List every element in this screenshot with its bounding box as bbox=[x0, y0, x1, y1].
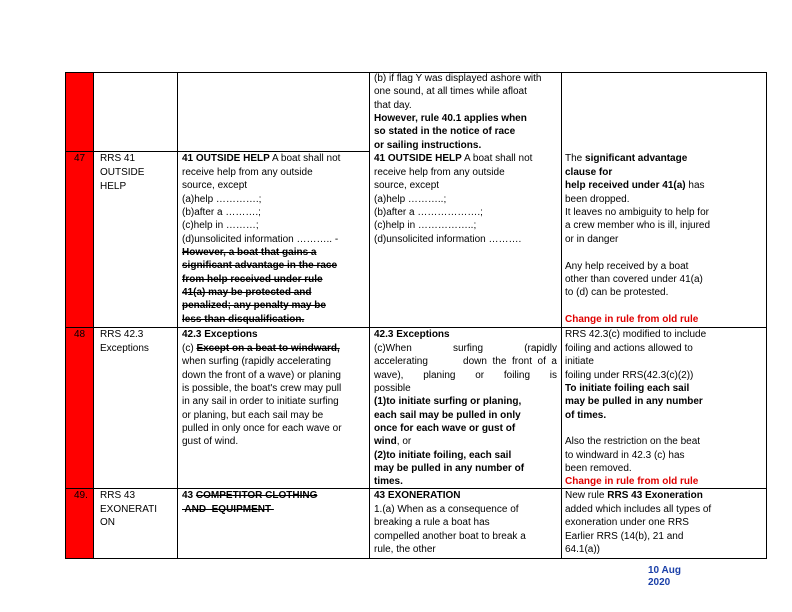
bold-rule-text: wind bbox=[374, 436, 397, 447]
change-bold-line: To initiate foiling each sail bbox=[565, 383, 690, 394]
rule-heading: 42.3 Exceptions bbox=[374, 329, 450, 340]
bold-rule-line: so stated in the notice of race bbox=[374, 126, 516, 137]
word: or bbox=[475, 370, 485, 381]
change-line: 64.1(a)) bbox=[565, 544, 601, 555]
change-line bbox=[565, 489, 703, 502]
rule-heading-line bbox=[182, 489, 317, 502]
justified-rule-line bbox=[374, 369, 557, 382]
column-border bbox=[93, 72, 94, 559]
struck-rule-text: Except on a beat to windward, bbox=[196, 343, 340, 354]
rule-line: receive help from any outside bbox=[374, 167, 505, 178]
change-red-heading: Change in rule from old rule bbox=[565, 476, 699, 487]
change-line: to (d) can be protested. bbox=[565, 287, 669, 298]
change-line: been dropped. bbox=[565, 194, 630, 205]
rule-line: receive help from any outside bbox=[182, 167, 313, 178]
word: is bbox=[549, 370, 557, 381]
rule-heading: 41 OUTSIDE HELP bbox=[182, 153, 270, 164]
justified-rule-line bbox=[374, 355, 557, 368]
rule-line: compelled another boat to break a bbox=[374, 531, 526, 542]
justified-rule-line bbox=[374, 342, 557, 355]
rrs-line: ON bbox=[100, 517, 115, 528]
rule-heading: 42.3 Exceptions bbox=[182, 329, 258, 340]
word: (c)When bbox=[374, 343, 412, 354]
change-red-heading: Change in rule from old rule bbox=[565, 314, 699, 325]
change-line: foiling under RRS(42.3(c)(2)) bbox=[565, 370, 694, 381]
rule-line: in any sail in order to initiate surfing bbox=[182, 396, 339, 407]
change-line: exoneration under one RRS bbox=[565, 517, 689, 528]
struck-rule-line: less than disqualification. bbox=[182, 314, 305, 325]
rule-line: (c)help in ………; bbox=[182, 220, 259, 231]
rule-line: pulled in only once for each wave or bbox=[182, 423, 342, 434]
column-border bbox=[177, 72, 178, 559]
struck-rule-heading: COMPETITOR CLOTHING bbox=[195, 490, 318, 501]
bold-rule-line: may be pulled in any number of bbox=[374, 463, 525, 474]
rrs-line: RRS 42.3 bbox=[100, 329, 144, 340]
word: surfing bbox=[452, 343, 483, 354]
rule-line: or planing, but each sail may be bbox=[182, 410, 324, 421]
change-line: Also the restriction on the beat bbox=[565, 436, 701, 447]
change-line: a crew member who is ill, injured bbox=[565, 220, 711, 231]
change-line: initiate bbox=[565, 356, 594, 367]
rule-text: A boat shall not bbox=[269, 153, 341, 164]
rule-line: source, except bbox=[374, 180, 440, 191]
word: accelerating bbox=[374, 356, 428, 367]
word: planing bbox=[423, 370, 456, 381]
column-border bbox=[65, 72, 66, 559]
rrs-line: Exceptions bbox=[100, 343, 149, 354]
change-bold-line: clause for bbox=[565, 167, 613, 178]
change-bold-line: of times. bbox=[565, 410, 607, 421]
change-bold-text: significant advantage bbox=[585, 153, 688, 164]
rule-line: (a)help ………..; bbox=[374, 194, 447, 205]
change-line: been removed. bbox=[565, 463, 632, 474]
change-text: New rule bbox=[565, 490, 608, 501]
rule-line: when surfing (rapidly accelerating bbox=[182, 356, 331, 367]
rule-line: (a)help ………….; bbox=[182, 194, 262, 205]
change-line: RRS 42.3(c) modified to include bbox=[565, 329, 707, 340]
change-text: has bbox=[685, 180, 705, 191]
rule-line: possible bbox=[374, 383, 411, 394]
row-number: 47 bbox=[74, 153, 86, 164]
change-line bbox=[565, 179, 705, 192]
struck-rule-line: significant advantage in the race bbox=[182, 260, 338, 271]
change-line: It leaves no ambiguity to help for bbox=[565, 207, 709, 218]
change-bold-text: help received under 41(a) bbox=[565, 180, 686, 191]
change-text: The bbox=[565, 153, 586, 164]
struck-rule-line: penalized; any penalty may be bbox=[182, 300, 326, 311]
word: (rapidly bbox=[524, 343, 557, 354]
rule-line: (b) if flag Y was displayed ashore with bbox=[374, 73, 542, 84]
rule-text: , or bbox=[396, 436, 412, 447]
column-border bbox=[561, 72, 562, 559]
word: down the front of a bbox=[463, 356, 557, 367]
rrs-line: EXONERATI bbox=[100, 504, 158, 515]
rule-heading: 41 OUTSIDE HELP bbox=[374, 153, 462, 164]
bold-rule-line: However, rule 40.1 applies when bbox=[374, 113, 527, 124]
bold-rule-line: (2)to initiate foiling, each sail bbox=[374, 450, 512, 461]
change-line: Earlier RRS (14(b), 21 and bbox=[565, 531, 684, 542]
footer-date: 2020 bbox=[648, 577, 671, 588]
change-line: foiling and actions allowed to bbox=[565, 343, 693, 354]
change-line: or in danger bbox=[565, 234, 619, 245]
rule-line: gust of wind. bbox=[182, 436, 239, 447]
column-border bbox=[766, 72, 767, 559]
rule-line: (b)after a ……….; bbox=[182, 207, 261, 218]
rule-line: breaking a rule a boat has bbox=[374, 517, 490, 528]
rule-line: that day. bbox=[374, 100, 412, 111]
rule-line: down the front of a wave) or planing bbox=[182, 370, 341, 381]
rule-line: one sound, at all times while afloat bbox=[374, 86, 527, 97]
new-rule-heading-line bbox=[374, 152, 532, 165]
rrs-line: RRS 43 bbox=[100, 490, 136, 501]
rule-line: (c)help in ……………..; bbox=[374, 220, 477, 231]
change-bold-line: may be pulled in any number bbox=[565, 396, 703, 407]
rule-line: is possible, the boat's crew may pull bbox=[182, 383, 342, 394]
footer-date: 10 Aug bbox=[648, 565, 681, 576]
table-bottom-border bbox=[65, 558, 766, 559]
rrs-line: RRS 41 bbox=[100, 153, 136, 164]
rule-line: rule, the other bbox=[374, 544, 436, 555]
rule-line: (d)unsolicited information ……….. - bbox=[182, 234, 339, 245]
rule-line: (b)after a ……………….; bbox=[374, 207, 483, 218]
row-number: 49. bbox=[74, 490, 88, 501]
rule-text: (c) bbox=[182, 343, 197, 354]
struck-rule-line: from help received under rule bbox=[182, 274, 323, 285]
bold-rule-line: or sailing instructions. bbox=[374, 140, 482, 151]
rrs-line: HELP bbox=[100, 181, 127, 192]
bold-rule-line: times. bbox=[374, 476, 403, 487]
change-line: added which includes all types of bbox=[565, 504, 712, 515]
change-line: other than covered under 41(a) bbox=[565, 274, 703, 285]
column-border bbox=[369, 72, 370, 559]
rule-heading: 43 bbox=[182, 490, 196, 501]
change-line: to windward in 42.3 (c) has bbox=[565, 450, 685, 461]
rule-heading: 43 EXONERATION bbox=[374, 490, 461, 501]
change-line bbox=[565, 152, 687, 165]
rule-line: (d)unsolicited information ………. bbox=[374, 234, 522, 245]
rule-line bbox=[374, 435, 411, 448]
bold-rule-line: each sail may be pulled in only bbox=[374, 410, 521, 421]
red-column bbox=[65, 72, 93, 558]
rule-line bbox=[182, 342, 340, 355]
old-rule-heading-line bbox=[182, 152, 340, 165]
word: wave), bbox=[374, 370, 404, 381]
rule-text: A boat shall not bbox=[461, 153, 533, 164]
change-bold-text: RRS 43 Exoneration bbox=[607, 490, 703, 501]
rule-line: 1.(a) When as a consequence of bbox=[374, 504, 519, 515]
row-number: 48 bbox=[74, 329, 86, 340]
struck-rule-line: 41(a) may be protected and bbox=[182, 287, 312, 298]
bold-rule-line: (1)to initiate surfing or planing, bbox=[374, 396, 522, 407]
struck-rule-line: AND EQUIPMENT bbox=[182, 504, 274, 515]
struck-rule-line: However, a boat that gains a bbox=[182, 247, 317, 258]
word: foiling bbox=[503, 370, 531, 381]
rrs-line: OUTSIDE bbox=[100, 167, 145, 178]
bold-rule-line: once for each wave or gust of bbox=[374, 423, 516, 434]
rule-line: source, except bbox=[182, 180, 248, 191]
change-line: Any help received by a boat bbox=[565, 261, 689, 272]
